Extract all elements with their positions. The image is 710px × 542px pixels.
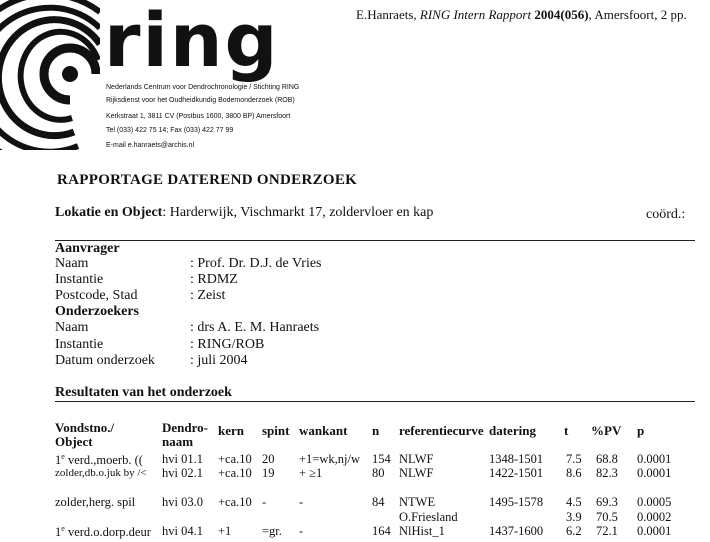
aanvrager-heading: Aanvrager (55, 241, 120, 256)
institution-line-1: Nederlands Centrum voor Dendrochronologie / Stichting RING (106, 84, 300, 91)
cell-vondst: zolder,herg. spil (55, 495, 136, 509)
cell-n: 84 (372, 495, 385, 509)
cell-vondst: 1e verd.,moerb. (( (55, 452, 143, 468)
cell-spint: =gr. (262, 524, 282, 538)
tree-ring-logo-icon (0, 0, 100, 150)
aanvrager-name-value: : Prof. Dr. D.J. de Vries (190, 256, 322, 271)
logo-wordmark: ring (104, 0, 280, 84)
cell-n: 164 (372, 524, 391, 538)
onderzoekers-date-value: : juli 2004 (190, 353, 248, 368)
cell-vondst: zolder,db.o.juk by /< (55, 467, 147, 479)
page-title: RAPPORTAGE DATEREND ONDERZOEK (57, 172, 358, 188)
cell-kern: +ca.10 (218, 466, 252, 480)
report-author: E.Hanraets, (356, 7, 420, 22)
cell-pv: 69.3 (596, 495, 618, 509)
col-header-spint: spint (262, 423, 290, 438)
onderzoekers-name-value: : drs A. E. M. Hanraets (190, 320, 320, 335)
cell-dendro: hvi 02.1 (162, 466, 203, 480)
cell-t: 7.5 (566, 452, 582, 466)
col-header-ref: referentiecurve (399, 423, 484, 438)
cell-t: 6.2 (566, 524, 582, 538)
aanvrager-postcode-value: : Zeist (190, 288, 226, 303)
onderzoekers-heading: Onderzoekers (55, 304, 139, 319)
aanvrager-postcode-label: Postcode, Stad (55, 288, 138, 303)
aanvrager-instantie-value: : RDMZ (190, 272, 238, 287)
cell-p: 0.0001 (637, 466, 672, 480)
location-value: : Harderwijk, Vischmarkt 17, zoldervloer en kap (162, 205, 434, 220)
table-row (0, 524, 710, 540)
onderzoekers-instantie-label: Instantie (55, 337, 104, 352)
col-header-wankant: wankant (299, 423, 348, 438)
aanvrager-name-label: Naam (55, 256, 89, 271)
table-row (0, 495, 710, 511)
institution-line-4: Tel (033) 422 75 14; Fax (033) 422 77 99 (106, 127, 234, 134)
cell-dendro: hvi 01.1 (162, 452, 203, 466)
cell-dendro: hvi 03.0 (162, 495, 203, 509)
table-row (0, 466, 710, 482)
cell-datering: 1495-1578 (489, 495, 544, 509)
cell-n: 80 (372, 466, 385, 480)
results-heading: Resultaten van het onderzoek (55, 385, 232, 400)
col-header-vondst: Vondstno./ Object (55, 420, 115, 449)
institution-line-3: Kerkstraat 1, 3811 CV (Postbus 1600, 3800 BP) Amersfoort (106, 113, 291, 120)
cell-pv: 70.5 (596, 510, 618, 524)
cell-wankant: +1=wk,nj/w (299, 452, 360, 466)
cell-ref: NLWF (399, 452, 434, 466)
aanvrager-instantie-label: Instantie (55, 272, 104, 287)
onderzoekers-instantie-value: : RING/ROB (190, 337, 265, 352)
cell-pv: 82.3 (596, 466, 618, 480)
col-header-pv: %PV (591, 423, 622, 438)
col-header-t: t (564, 423, 569, 438)
col-header-dendro: Dendro- naam (162, 420, 208, 449)
cell-datering: 1348-1501 (489, 452, 544, 466)
cell-pv: 72.1 (596, 524, 618, 538)
location-label: Lokatie en Object (55, 205, 163, 220)
cell-ref: O.Friesland (399, 510, 458, 524)
cell-datering: 1437-1600 (489, 524, 544, 538)
cell-t: 4.5 (566, 495, 582, 509)
cell-wankant: - (299, 495, 304, 509)
cell-kern: +ca.10 (218, 452, 252, 466)
report-series: RING Intern Rapport (419, 7, 532, 22)
cell-p: 0.0001 (637, 524, 672, 538)
cell-vondst: 1e verd.o.dorp.deur (55, 524, 151, 540)
col-header-datering: datering (489, 423, 536, 438)
cell-p: 0.0002 (637, 510, 672, 524)
divider (55, 401, 695, 402)
cell-spint: - (262, 495, 267, 509)
cell-p: 0.0005 (637, 495, 672, 509)
col-header-n: n (372, 423, 380, 438)
coord-label: coörd.: (646, 207, 686, 222)
cell-t: 8.6 (566, 466, 582, 480)
divider (55, 240, 695, 241)
cell-wankant: + ≥1 (299, 466, 323, 480)
cell-kern: +ca.10 (218, 495, 252, 509)
report-reference (356, 7, 687, 23)
report-number: 2004(056) (531, 7, 589, 22)
cell-kern: +1 (218, 524, 232, 538)
col-header-p: p (637, 423, 645, 438)
col-header-kern: kern (218, 423, 244, 438)
cell-t: 3.9 (566, 510, 582, 524)
institution-line-5: E-mail e.hanraets@archis.nl (106, 142, 195, 149)
onderzoekers-name-label: Naam (55, 320, 89, 335)
report-place-pages: , Amersfoort, 2 pp. (588, 7, 687, 22)
cell-wankant: - (299, 524, 304, 538)
institution-line-2: Rijksdienst voor het Oudheidkundig Bodemonderzoek (ROB) (106, 97, 295, 104)
cell-p: 0.0001 (637, 452, 672, 466)
cell-pv: 68.8 (596, 452, 618, 466)
cell-spint: 19 (262, 466, 275, 480)
cell-spint: 20 (262, 452, 275, 466)
cell-datering: 1422-1501 (489, 466, 544, 480)
cell-ref: NlHist_1 (399, 524, 445, 538)
cell-n: 154 (372, 452, 391, 466)
cell-ref: NTWE (399, 495, 436, 509)
location-line (55, 205, 433, 221)
onderzoekers-date-label: Datum onderzoek (55, 353, 155, 368)
cell-dendro: hvi 04.1 (162, 524, 203, 538)
cell-ref: NLWF (399, 466, 434, 480)
